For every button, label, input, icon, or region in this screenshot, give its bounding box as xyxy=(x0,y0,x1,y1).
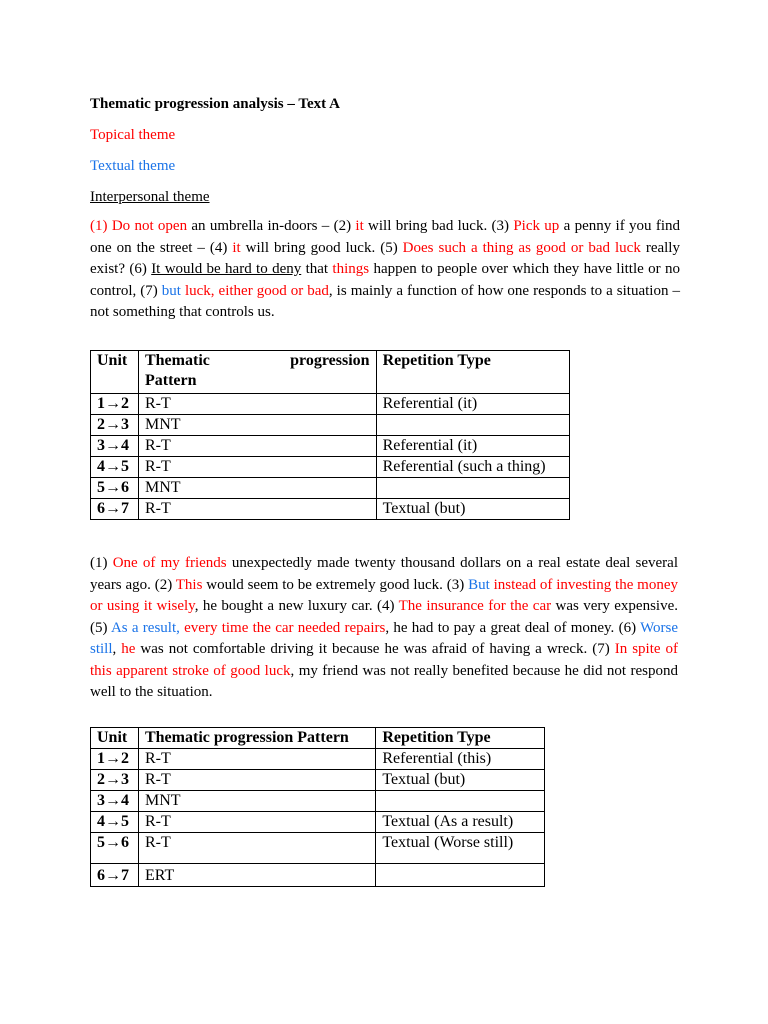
unit-cell: 4→5 xyxy=(91,457,139,478)
repetition-cell: Referential (this) xyxy=(376,749,545,770)
pattern-cell: R-T xyxy=(138,749,375,770)
repetition-cell: Textual (but) xyxy=(376,770,545,791)
unit-cell: 3→4 xyxy=(91,436,139,457)
progression-table-a xyxy=(90,350,570,520)
unit-cell: 1→2 xyxy=(91,749,139,770)
header-unit: Unit xyxy=(91,351,139,394)
topical-theme: The insurance for the car xyxy=(398,598,552,614)
legend-interpersonal-theme: Interpersonal theme xyxy=(90,189,210,205)
unit-cell: 5→6 xyxy=(91,478,139,499)
table-row xyxy=(91,864,545,887)
topical-theme: This xyxy=(175,576,203,593)
pattern-cell: ERT xyxy=(138,864,375,887)
unit-cell: 3→4 xyxy=(91,791,139,812)
rheme: was not comfortable driving it because he was afraid of having a wreck. (7) xyxy=(135,641,615,657)
repetition-cell: Textual (but) xyxy=(376,499,569,520)
topical-theme: Do not open xyxy=(111,218,188,234)
rheme: really exist? (6) xyxy=(90,239,680,277)
unit-cell: 2→3 xyxy=(91,415,139,436)
pattern-cell: R-T xyxy=(138,457,376,478)
textual-theme: As a result, xyxy=(110,619,180,636)
table-row xyxy=(91,770,545,791)
unit-cell: 5→6 xyxy=(91,833,139,864)
repetition-cell: Referential (such a thing) xyxy=(376,457,569,478)
table-row xyxy=(91,833,545,864)
unit-cell: 6→7 xyxy=(91,864,139,887)
repetition-cell: Textual (As a result) xyxy=(376,812,545,833)
header-pattern-word: Pattern xyxy=(144,372,197,389)
rheme: , he had to pay a great deal of money. (6) xyxy=(385,619,641,636)
document-page xyxy=(90,94,680,324)
table-row xyxy=(91,749,545,770)
table-row xyxy=(91,394,570,415)
table-row xyxy=(91,436,570,457)
textual-theme: Worse still xyxy=(90,619,679,657)
repetition-cell xyxy=(376,415,569,436)
rheme: , is mainly a function of how one responds to a situation – not something that controls us. xyxy=(90,282,680,320)
rheme: happen to people over which they have little or no control, (7) xyxy=(90,261,680,299)
text-a-paragraph xyxy=(90,216,680,324)
sentence-number: (1) xyxy=(90,555,113,571)
interpersonal-theme: It would be hard to deny xyxy=(151,261,302,277)
topical-theme: he xyxy=(121,641,136,657)
table-header-row xyxy=(91,351,570,394)
topical-theme: One of my friends xyxy=(112,555,227,571)
rheme: would seem to be extremely good luck. (3) xyxy=(202,576,469,593)
pattern-cell: MNT xyxy=(138,478,376,499)
connector-text: that xyxy=(301,261,333,277)
table-row xyxy=(91,791,545,812)
repetition-cell xyxy=(376,478,569,499)
rheme: will bring good luck. (5) xyxy=(240,239,403,256)
pattern-cell: R-T xyxy=(138,770,375,791)
table-row xyxy=(91,457,570,478)
topical-theme: In spite of this apparent stroke of good luck xyxy=(90,641,679,679)
rheme: will bring bad luck. (3) xyxy=(363,218,514,234)
pattern-cell: MNT xyxy=(138,415,376,436)
topical-theme: every time the car needed repairs xyxy=(179,619,386,636)
header-unit: Unit xyxy=(91,728,139,749)
unit-cell: 4→5 xyxy=(91,812,139,833)
table-header-row xyxy=(91,728,545,749)
connector-text: , xyxy=(112,641,122,657)
header-pattern-word: Thematic xyxy=(144,352,210,369)
pattern-cell: R-T xyxy=(138,833,375,864)
header-pattern: Thematic progression Pattern xyxy=(138,728,375,749)
unit-cell: 2→3 xyxy=(91,770,139,791)
pattern-cell: R-T xyxy=(138,812,375,833)
header-pattern xyxy=(138,351,376,394)
table-row xyxy=(91,478,570,499)
textual-theme: but xyxy=(161,282,181,299)
pattern-cell: R-T xyxy=(138,499,376,520)
sentence-number: (1) xyxy=(90,218,112,234)
rheme: unexpectedly made twenty thousand dollars on a real estate deal several years ago. (2) xyxy=(90,555,678,593)
header-pattern-word: progression xyxy=(290,352,370,369)
topical-theme: Pick up xyxy=(513,218,560,234)
header-repetition: Repetition Type xyxy=(376,351,569,394)
table-row xyxy=(91,812,545,833)
topical-theme: luck, either good or bad xyxy=(180,282,329,299)
rheme: a penny if you find one on the street – (4) xyxy=(90,218,680,256)
page-title: Thematic progression analysis – Text A xyxy=(90,96,340,112)
repetition-cell xyxy=(376,864,545,887)
topical-theme: things xyxy=(332,261,370,277)
repetition-cell: Referential (it) xyxy=(376,394,569,415)
rheme: , he bought a new luxury car. (4) xyxy=(194,598,399,614)
textual-theme: But xyxy=(468,576,490,593)
repetition-cell: Referential (it) xyxy=(376,436,569,457)
topical-theme: instead of investing the money or using it wisely xyxy=(90,576,679,614)
rheme: , my friend was not really benefited because he did not respond well to the situation. xyxy=(90,662,678,700)
rheme: was very expensive. (5) xyxy=(90,598,678,636)
pattern-cell: MNT xyxy=(138,791,375,812)
repetition-cell: Textual (Worse still) xyxy=(376,833,545,864)
topical-theme: Does such a thing as good or bad luck xyxy=(402,239,641,256)
header-repetition: Repetition Type xyxy=(376,728,545,749)
table-row xyxy=(91,499,570,520)
legend-topical-theme: Topical theme xyxy=(90,127,176,143)
pattern-cell: R-T xyxy=(138,394,376,415)
progression-table-b xyxy=(90,727,545,887)
repetition-cell xyxy=(376,791,545,812)
pattern-cell: R-T xyxy=(138,436,376,457)
unit-cell: 6→7 xyxy=(91,499,139,520)
table-row xyxy=(91,415,570,436)
legend-textual-theme: Textual theme xyxy=(90,158,176,174)
unit-cell: 1→2 xyxy=(91,394,139,415)
text-b-paragraph xyxy=(90,553,678,704)
topical-theme: it xyxy=(232,239,241,256)
rheme: an umbrella in-doors – (2) xyxy=(187,218,356,234)
topical-theme: it xyxy=(355,218,364,234)
